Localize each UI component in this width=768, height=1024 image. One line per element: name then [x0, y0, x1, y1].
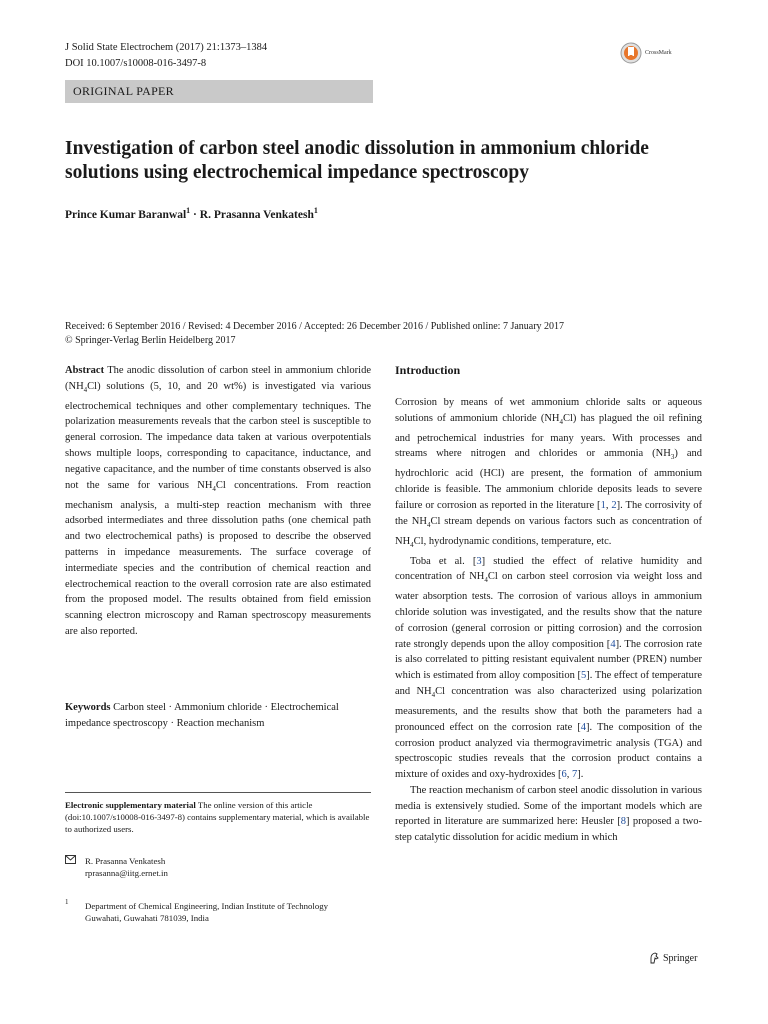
citation-link[interactable]: 1 — [600, 499, 606, 511]
citation-link[interactable]: 8 — [620, 816, 627, 828]
subscript: 4 — [212, 484, 216, 493]
copyright-line: © Springer-Verlag Berlin Heidelberg 2017 — [65, 335, 236, 346]
crossmark-label: CrossMark — [645, 50, 672, 56]
journal-doi[interactable]: DOI 10.1007/s10008-016-3497-8 — [65, 58, 207, 69]
subscript: 3 — [670, 453, 675, 462]
abstract-text: The anodic dissolution of carbon steel in ammonium chloride (NH — [65, 365, 372, 392]
publisher-name: Springer — [663, 952, 698, 964]
abstract-text: Cl) solutions (5, 10, and 20 wt%) is investigated via various electrochemical techniques and other complementary techniques. The polarization measurements reveals that the carbon steel is susceptible to general corrosion. The impedance data taken at various overpotentials shows multiple loops, corresponding to capacitance, inductance, and negative capacitance, and the number of time constants observed is also not the same for various NH — [65, 380, 371, 491]
esm-text[interactable]: The online version of this article (doi:10.1007/s10008-016-3497-8) contains supplementary material, which is available to authorized users. — [65, 800, 370, 834]
text: ]. The corrosion rate is also correlated to pitting resistant equivalent number (PREN) number which is estimated from alloy composition [ — [395, 638, 702, 682]
footnote-divider — [65, 792, 371, 793]
author-affiliation-mark: 1 — [186, 206, 191, 215]
author-affiliation-mark: 1 — [313, 206, 318, 215]
citation-link[interactable]: 2 — [611, 499, 617, 511]
text: ] proposed a two-step catalytic dissolution for acidic medium in which — [395, 816, 703, 844]
corresponding-name: R. Prasanna Venkatesh — [85, 856, 166, 866]
keywords-text: Carbon steel · Ammonium chloride · Electrochemical impedance spectroscopy · Reaction mechanism — [65, 702, 339, 729]
citation-link[interactable]: 4 — [580, 721, 587, 733]
corresponding-email[interactable]: rprasanna@iitg.ernet.in — [85, 868, 168, 878]
subscript: 4 — [484, 576, 488, 585]
text: Toba et al. [ — [410, 555, 477, 567]
keywords — [65, 700, 365, 732]
text: Cl stream depends on various factors such as concentration of NH — [395, 515, 702, 547]
publication-history — [65, 320, 564, 348]
publisher-logo — [648, 952, 697, 964]
text: Cl concentration was also characterized using polarization measurements, and the results show that both the parameters had a pronounced effect on the corrosion rate [ — [395, 686, 703, 733]
citation-link[interactable]: 5 — [581, 670, 587, 682]
citation-link[interactable]: 6 — [561, 769, 567, 781]
article-title: Investigation of carbon steel anodic dissolution in ammonium chloride solutions using electrochemical impedance spectroscopy — [65, 138, 649, 183]
paper-type-banner: ORIGINAL PAPER — [65, 80, 373, 103]
author-separator: · — [193, 208, 197, 221]
text: , — [566, 769, 573, 781]
subscript: 4 — [431, 691, 436, 700]
citation-link[interactable]: 4 — [610, 638, 616, 650]
journal-citation: J Solid State Electrochem (2017) 21:1373–1384 — [65, 42, 268, 53]
text: The reaction mechanism of carbon steel anodic dissolution in various media is extensively studied. Some of the important models which are reported in literature are summarized here: Heusler [ — [395, 784, 702, 828]
text: Cl, hydrodynamic conditions, temperature, etc. — [413, 535, 612, 547]
text: ]. The effect of temperature and NH — [395, 670, 702, 698]
envelope-icon — [65, 855, 76, 867]
text: ]. The corrosivity of the NH — [395, 499, 703, 527]
affiliation-line: Department of Chemical Engineering, Indian Institute of Technology — [85, 901, 329, 911]
abstract-label: Abstract — [65, 365, 105, 376]
subscript: 4 — [410, 540, 414, 549]
affiliation — [85, 900, 375, 924]
text: Cl on carbon steel corrosion via weight loss and water absorption tests. The corrosion of various alloys in ammonium chloride solution was investigated, and the results show that the nature of corrosion (general corrosion or pitting corrosion) and the corrosion rate strongly depends upon the alloy composition [ — [395, 571, 702, 650]
text: ]. — [577, 769, 584, 781]
esm-label: Electronic supplementary material — [65, 800, 196, 810]
journal-header — [65, 40, 267, 72]
subscript: 4 — [426, 520, 431, 529]
author-name[interactable]: R. Prasanna Venkatesh — [199, 208, 314, 221]
text: ]. The composition of the corrosion product analyzed via thermogravimetric analysis (TGA) and spectroscopic studies reveals that the corrosion product contains a mixture of oxides and oxy-hydroxides [ — [395, 721, 702, 781]
subscript: 4 — [559, 417, 564, 426]
citation-link[interactable]: 7 — [572, 769, 578, 781]
affiliation-number: 1 — [65, 898, 69, 906]
corresponding-author — [85, 855, 168, 879]
crossmark-badge[interactable] — [620, 42, 672, 64]
supplementary-note — [65, 799, 371, 835]
dates-line: Received: 6 September 2016 / Revised: 4 December 2016 / Accepted: 26 December 2016 / Published online: 7 January 2017 — [65, 321, 565, 332]
keywords-label: Keywords — [65, 702, 111, 713]
springer-horse-icon — [648, 952, 660, 964]
crossmark-icon — [620, 42, 642, 64]
affiliation-line: Guwahati, Guwahati 781039, India — [85, 913, 209, 923]
author-list — [65, 206, 318, 221]
text: , — [605, 499, 612, 511]
paragraph — [395, 395, 702, 554]
text: ] studied the effect of relative humidity and concentration of NH — [395, 555, 702, 583]
abstract-text: Cl concentrations. From reaction mechanism analysis, a multi-step reaction mechanism with three adsorbed intermediates and three dissolution paths (one chemical path and two electrochemical paths) is proposed to describe the observed patterns in impedance measurements. The surface coverage of intermediate species and the contribution of chemical reaction and electrochemical reaction to the overall corrosion rate are also estimated from the proposed model. The results obtained from field emission scanning electron microscopy and Raman spectroscopy measurements are also reported. — [65, 479, 371, 637]
text: ) and hydrochloric acid (HCl) are present, the formation of ammonium chloride is feasible. The ammonium chloride deposits leads to severe failure or corrosion as reported in the literature [ — [395, 448, 702, 511]
author-name[interactable]: Prince Kumar Baranwal — [65, 208, 187, 221]
paragraph — [395, 783, 702, 846]
subscript: 4 — [83, 385, 88, 394]
text: Cl) has plagued the oil refining and petrochemical industries for many years. With processes and streams where nitrogen and chlorides or ammonia (NH — [395, 412, 702, 460]
paragraph — [395, 554, 702, 783]
section-heading-introduction: Introduction — [395, 363, 461, 377]
text: Corrosion by means of wet ammonium chloride salts or aqueous solutions of ammonium chloride (NH — [395, 397, 702, 424]
citation-link[interactable]: 3 — [476, 555, 482, 567]
abstract — [65, 363, 371, 640]
introduction-body — [395, 395, 702, 846]
